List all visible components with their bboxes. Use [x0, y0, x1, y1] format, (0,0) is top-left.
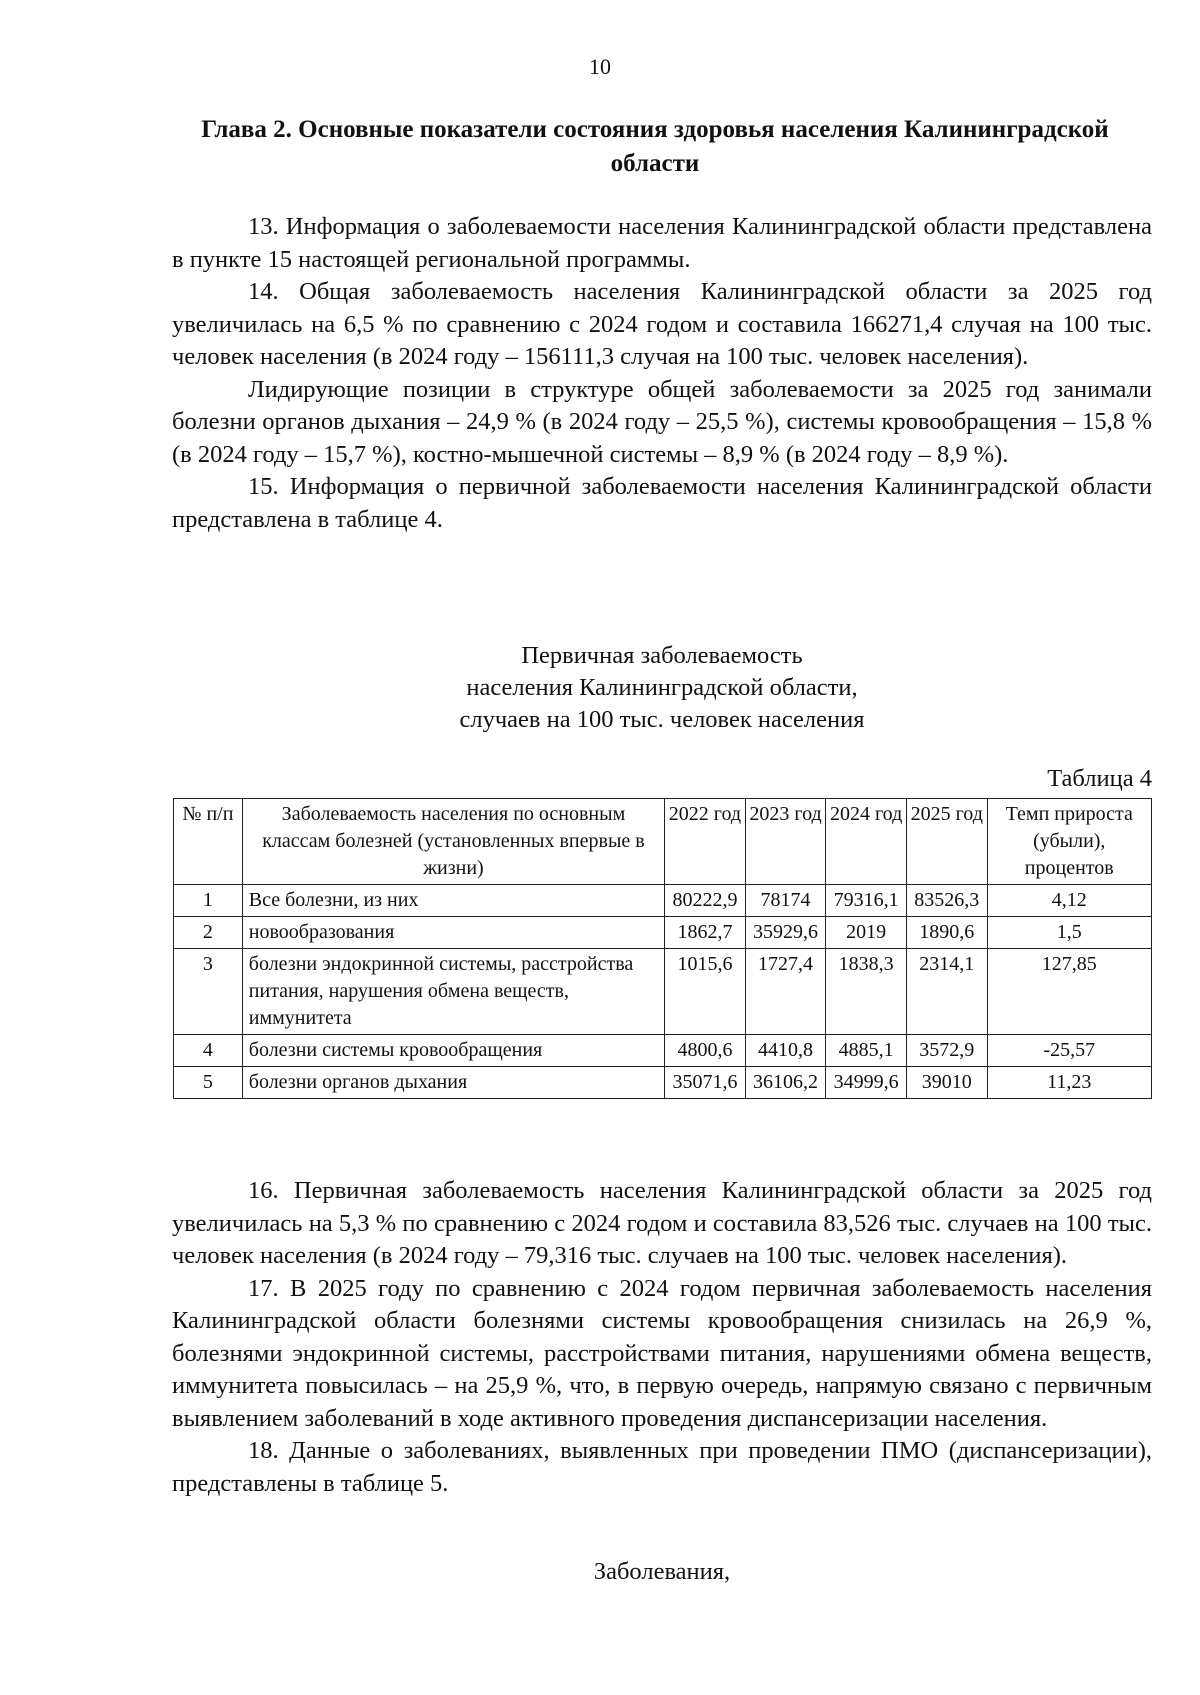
morbidity-table [173, 798, 1152, 1099]
cell-2024: 4885,1 [826, 1035, 907, 1067]
table-row [174, 917, 1152, 949]
cell-2022: 1862,7 [665, 917, 746, 949]
table-row [174, 1035, 1152, 1067]
cell-disease-class: болезни эндокринной системы, расстройства питания, нарушения обмена веществ, иммунитета [242, 949, 664, 1035]
table-caption [172, 640, 1152, 736]
cell-disease-class: болезни системы кровообращения [242, 1035, 664, 1067]
table-caption-line-3: случаев на 100 тыс. человек населения [459, 706, 865, 733]
cell-2025: 1890,6 [906, 917, 987, 949]
cell-2024: 79316,1 [826, 885, 907, 917]
paragraph-18: 18. Данные о заболеваниях, выявленных при проведении ПМО (диспансеризации), представлены в таблице 5. [172, 1437, 1152, 1497]
cell-2024: 1838,3 [826, 949, 907, 1035]
cell-2023: 1727,4 [745, 949, 826, 1035]
cell-num: 1 [174, 885, 243, 917]
paragraph-13: 13. Информация о заболеваемости населения Калининградской области представлена в пункте 15 настоящей региональной программы. [172, 213, 1152, 273]
header-2023: 2023 год [745, 799, 826, 885]
cell-growth-rate: 11,23 [987, 1067, 1151, 1099]
next-table-caption: Заболевания, [593, 1558, 731, 1585]
cell-2025: 3572,9 [906, 1035, 987, 1067]
cell-num: 3 [174, 949, 243, 1035]
table-caption-line-2: населения Калининградской области, [466, 674, 858, 701]
cell-2023: 78174 [745, 885, 826, 917]
header-2022: 2022 год [665, 799, 746, 885]
cell-disease-class: новообразования [242, 917, 664, 949]
cell-2023: 4410,8 [745, 1035, 826, 1067]
cell-2024: 2019 [826, 917, 907, 949]
paragraph-14: 14. Общая заболеваемость населения Калининградской области за 2025 год увеличилась на 6,5 % по сравнению с 2024 годом и составила 166271,4 случая на 100 тыс. человек населения (в 2024 году – 156111,3 случая на 100 тыс. человек населения). [172, 278, 1152, 370]
cell-growth-rate: -25,57 [987, 1035, 1151, 1067]
cell-disease-class: Все болезни, из них [242, 885, 664, 917]
table-row [174, 949, 1152, 1035]
paragraph-leading-positions: Лидирующие позиции в структуре общей заболеваемости за 2025 год занимали болезни органов дыхания – 24,9 % (в 2024 году – 25,5 %), системы кровообращения – 15,8 % (в 2024 году – 15,7 %), костно-мышечной системы – 8,9 % (в 2024 году – 8,9 %). [172, 375, 1152, 468]
chapter-title: Глава 2. Основные показатели состояния здоровья населения Калининградской области [201, 116, 1109, 177]
cell-num: 2 [174, 917, 243, 949]
table-header-row [174, 799, 1152, 885]
header-num: № п/п [174, 799, 243, 885]
cell-growth-rate: 127,85 [987, 949, 1151, 1035]
cell-2023: 35929,6 [745, 917, 826, 949]
table-row [174, 885, 1152, 917]
cell-disease-class: болезни органов дыхания [242, 1067, 664, 1099]
cell-num: 5 [174, 1067, 243, 1099]
cell-2023: 36106,2 [745, 1067, 826, 1099]
header-growth-rate: Темп прироста (убыли), процентов [987, 799, 1151, 885]
table-label: Таблица 4 [1047, 765, 1152, 792]
paragraph-17: 17. В 2025 году по сравнению с 2024 годом первичная заболеваемость населения Калининградской области болезнями системы кровообращения снизилась на 26,9 %, болезнями эндокринной системы, расстройствами питания, нарушениями обмена веществ, иммунитета повысилась – на 25,9 %, что, в первую очередь, напрямую связано с первичным выявлением заболеваний в ходе активного проведения диспансеризации населения. [172, 1274, 1152, 1432]
cell-2025: 2314,1 [906, 949, 987, 1035]
cell-2022: 4800,6 [665, 1035, 746, 1067]
cell-2025: 39010 [906, 1067, 987, 1099]
text-block-top [172, 211, 1152, 536]
header-2024: 2024 год [826, 799, 907, 885]
text-block-bottom [172, 1175, 1152, 1500]
cell-2022: 35071,6 [665, 1067, 746, 1099]
table-caption-line-1: Первичная заболеваемость [521, 642, 803, 669]
cell-num: 4 [174, 1035, 243, 1067]
cell-2022: 80222,9 [665, 885, 746, 917]
header-disease-class: Заболеваемость населения по основным классам болезней (установленных впервые в жизни) [242, 799, 664, 885]
table-row [174, 1067, 1152, 1099]
header-2025: 2025 год [906, 799, 987, 885]
cell-2024: 34999,6 [826, 1067, 907, 1099]
cell-growth-rate: 1,5 [987, 917, 1151, 949]
cell-2025: 83526,3 [906, 885, 987, 917]
cell-2022: 1015,6 [665, 949, 746, 1035]
paragraph-15: 15. Информация о первичной заболеваемости населения Калининградской области представлена в таблице 4. [172, 473, 1152, 533]
page-number: 10 [589, 54, 611, 79]
cell-growth-rate: 4,12 [987, 885, 1151, 917]
paragraph-16: 16. Первичная заболеваемость населения Калининградской области за 2025 год увеличилась на 5,3 % по сравнению с 2024 годом и составила 83,526 тыс. случаев на 100 тыс. человек населения (в 2024 году – 79,316 тыс. случаев на 100 тыс. человек населения). [172, 1177, 1152, 1269]
